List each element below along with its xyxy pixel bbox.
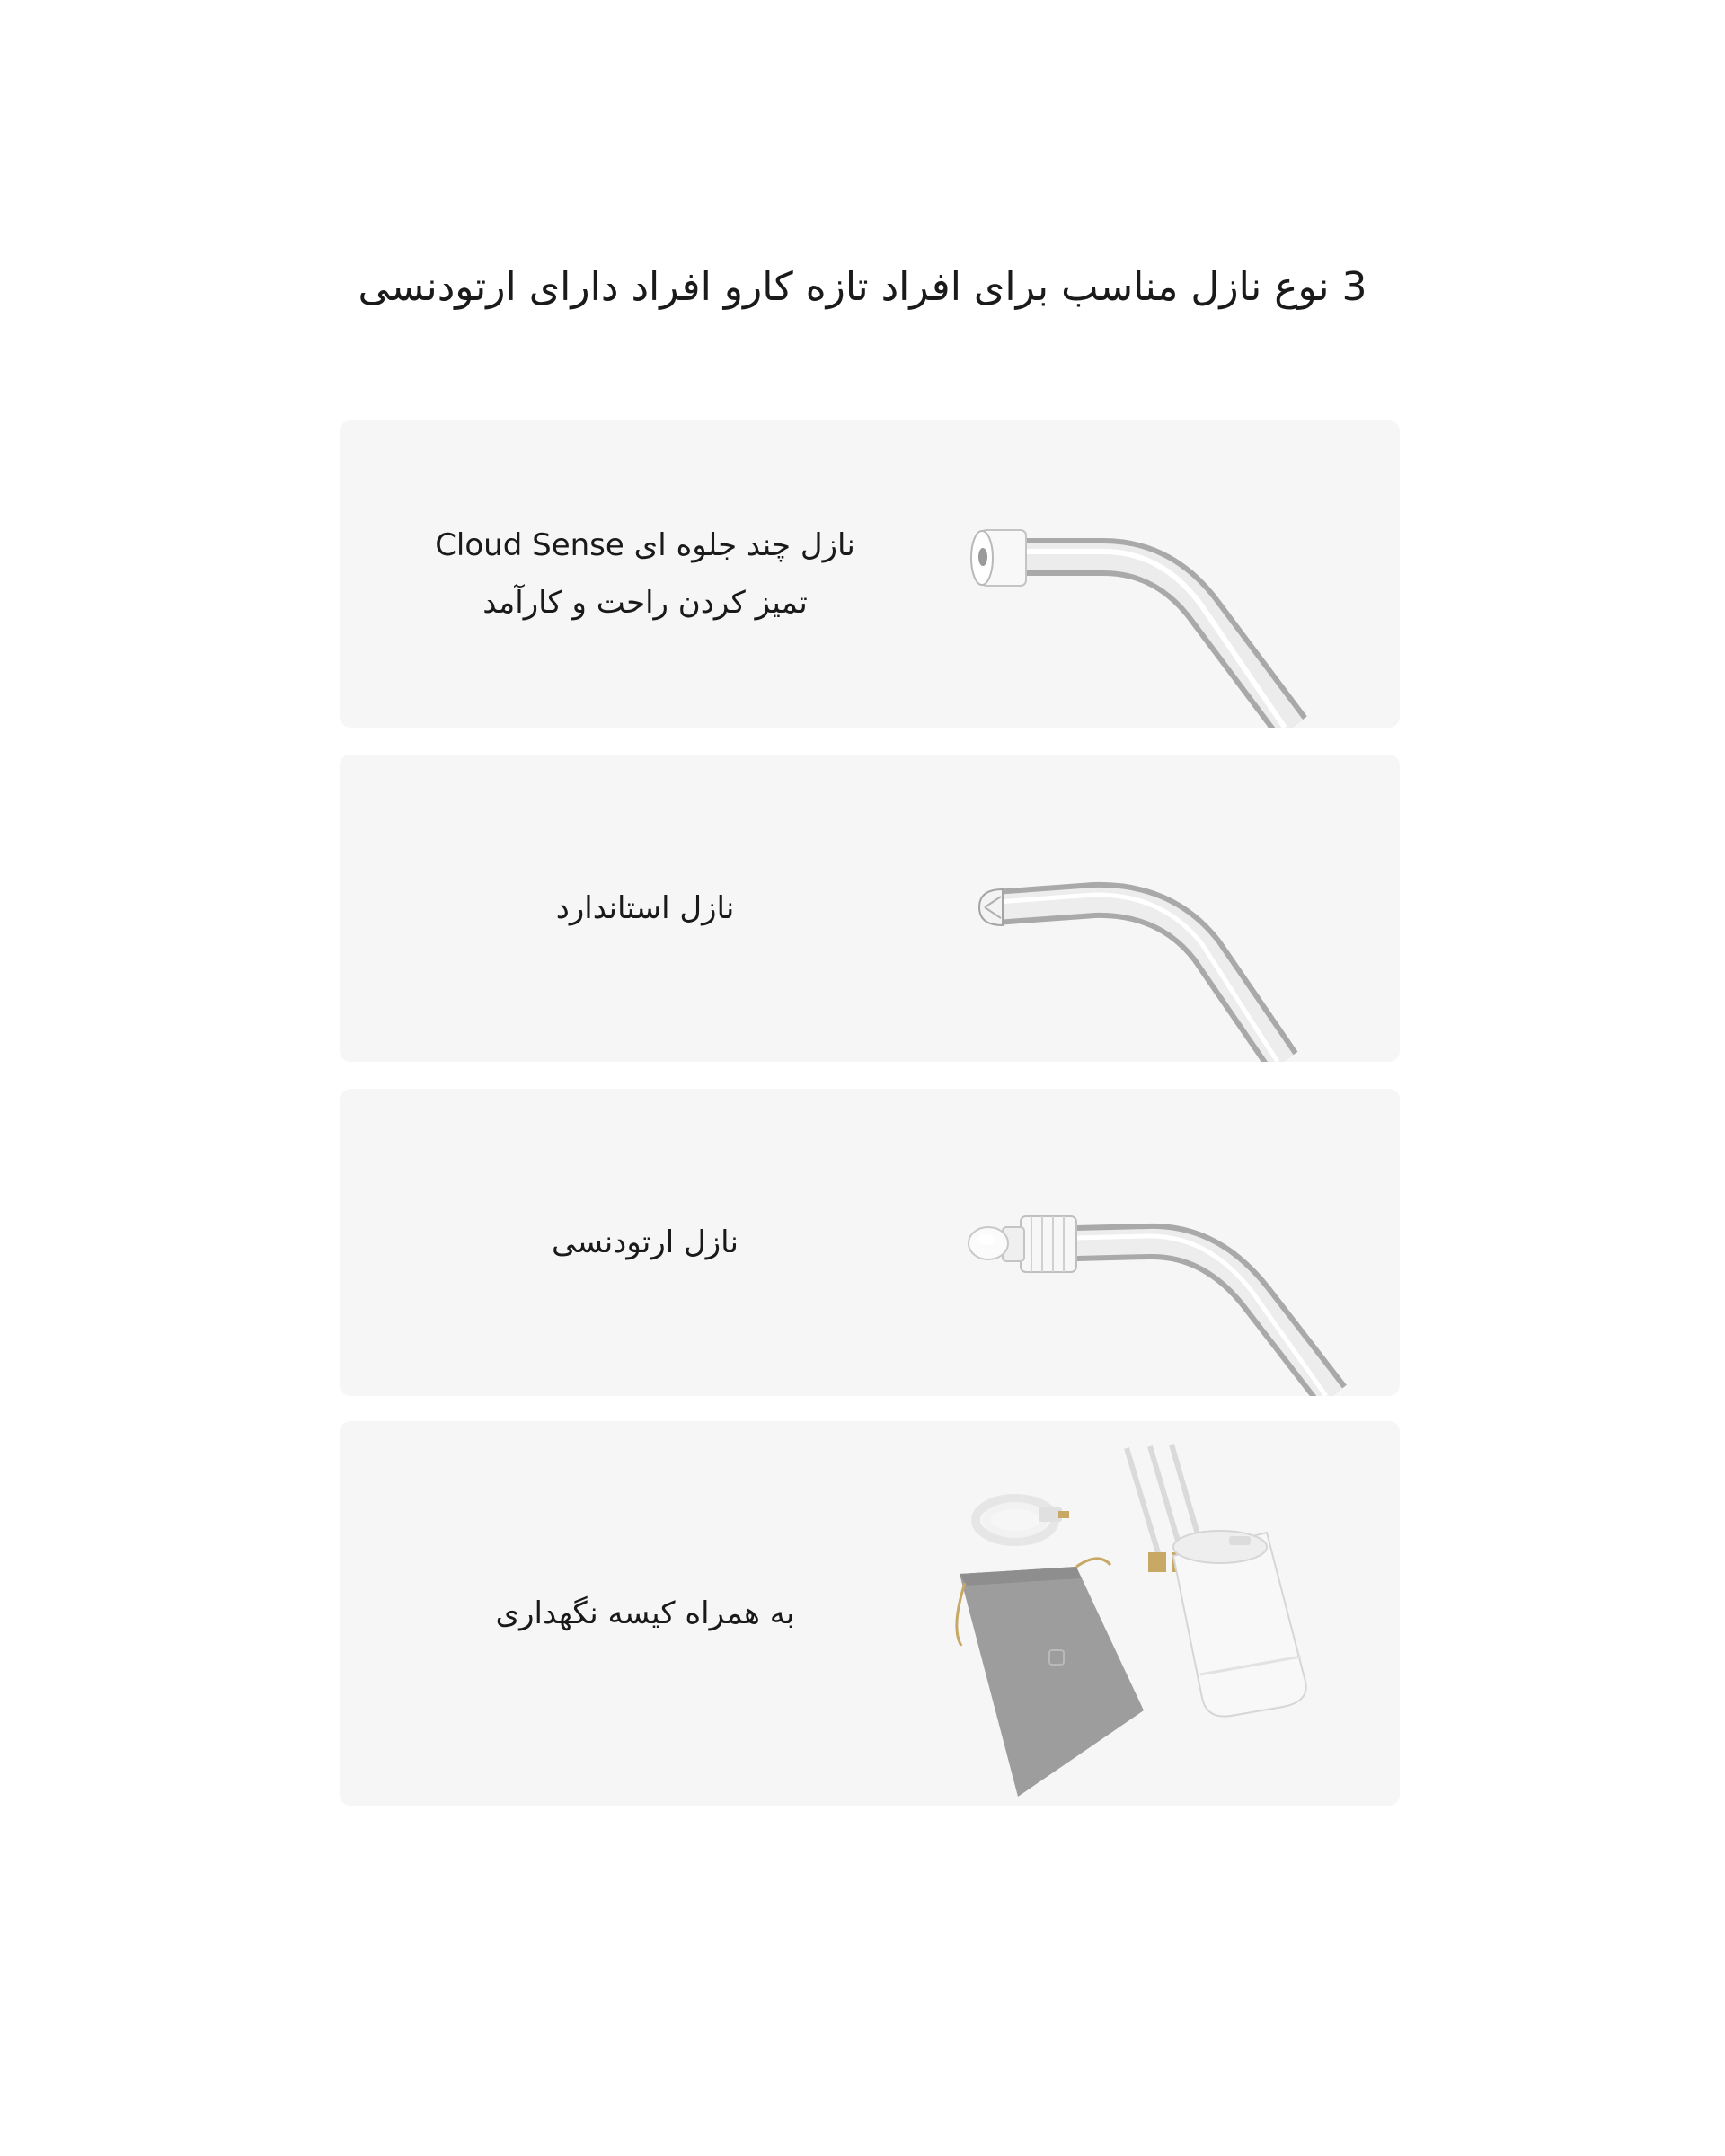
orthodontic-nozzle-image <box>897 1089 1400 1396</box>
charging-cable-icon <box>976 1498 1069 1542</box>
card-cloud-sense-nozzle <box>340 420 1400 728</box>
card-title: نازل چند جلوه ای Cloud Sense <box>435 527 855 563</box>
cloud-sense-nozzle-image <box>897 420 1400 728</box>
storage-pouch-set-image <box>897 1421 1400 1806</box>
card-title: نازل ارتودنسی <box>552 1224 739 1260</box>
card-text <box>340 420 951 728</box>
card-subtitle: تمیز کردن راحت و کارآمد <box>482 585 808 621</box>
page-title: 3 نوع نازل مناسب برای افراد تازه کارو افراد دارای ارتودنسی <box>358 264 1367 310</box>
standard-nozzle-image <box>897 755 1400 1062</box>
card-title: به همراه کیسه نگهداری <box>495 1595 795 1631</box>
card-text <box>340 755 951 1062</box>
card-text <box>340 1421 951 1806</box>
card-title: نازل استاندارد <box>555 890 735 926</box>
card-text <box>340 1089 951 1396</box>
water-flosser-body-icon <box>1173 1531 1306 1717</box>
card-orthodontic-nozzle <box>340 1089 1400 1396</box>
card-standard-nozzle <box>340 755 1400 1062</box>
card-storage-pouch <box>340 1421 1400 1806</box>
storage-pouch-icon <box>957 1559 1144 1797</box>
